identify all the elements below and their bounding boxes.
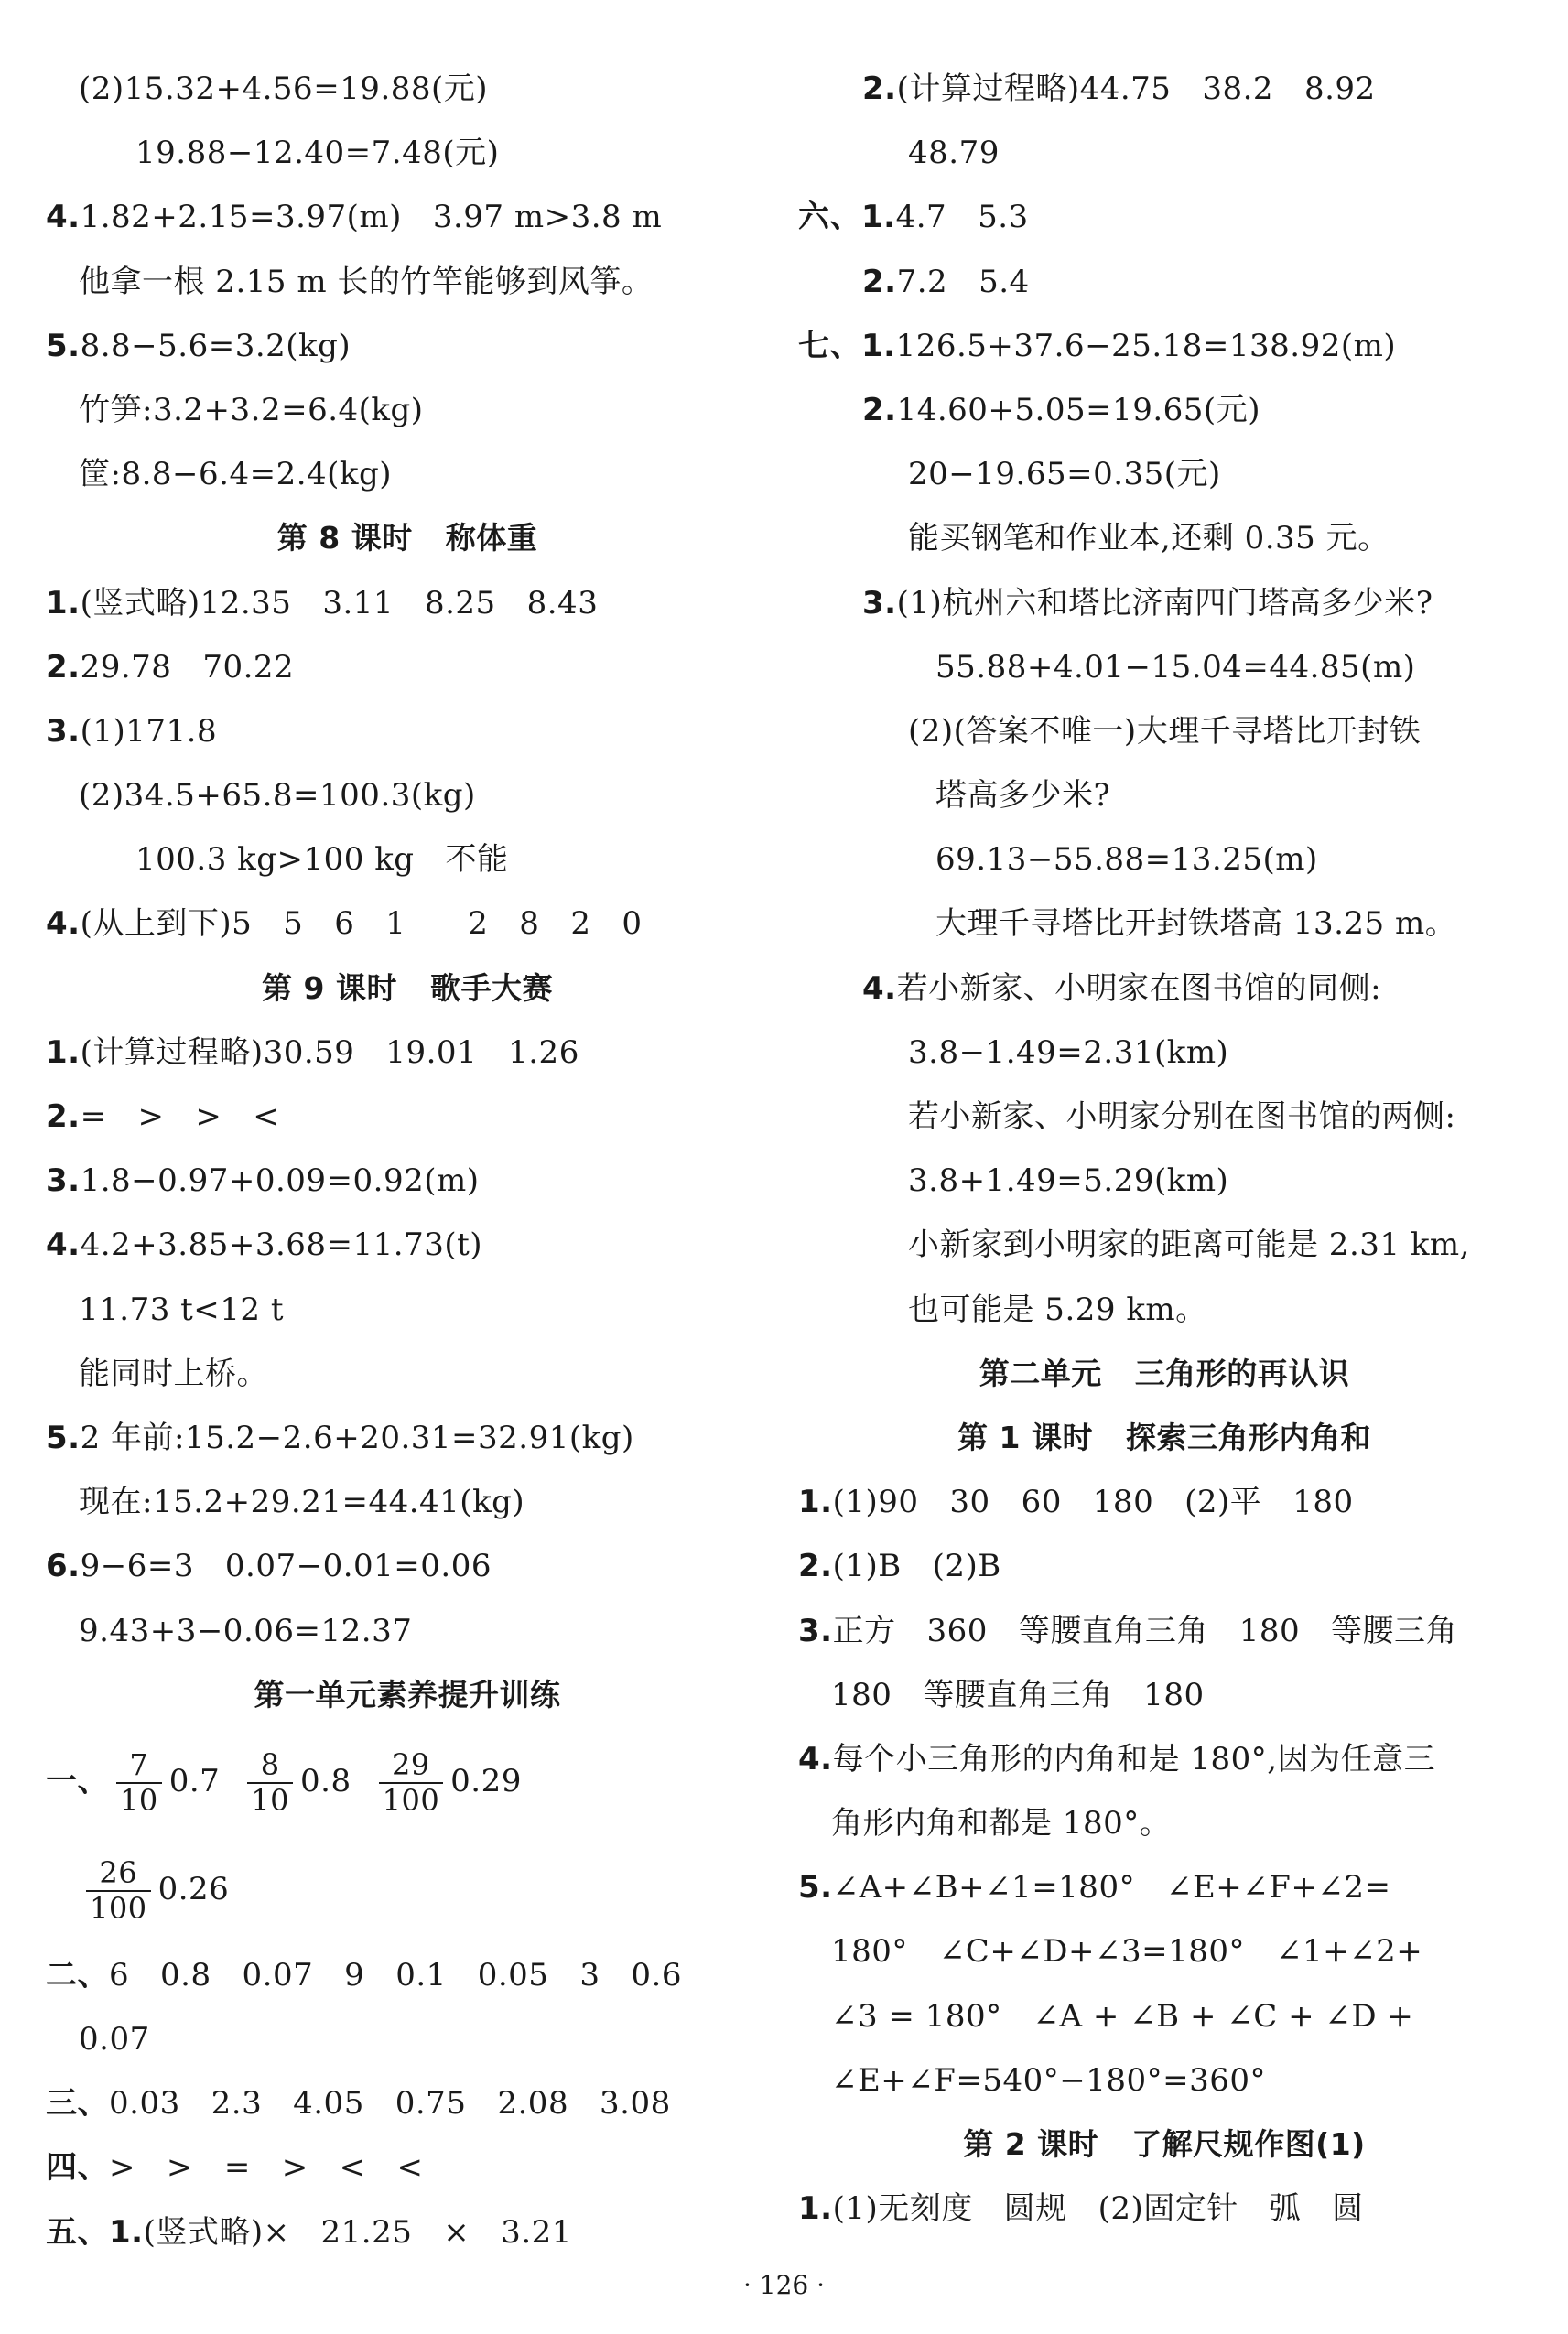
answer-line: 3.8+1.49=5.29(km): [908, 1162, 1229, 1200]
answer-line: 六、1.4.7 5.3: [798, 199, 1029, 236]
answer-line: ∠3 = 180° ∠A + ∠B + ∠C + ∠D +: [831, 1997, 1414, 2035]
answer-line: 3.(1)171.8: [46, 712, 218, 750]
answer-line: 筐:8.8−6.4=2.4(kg): [79, 456, 393, 493]
question-number: 5.: [46, 327, 81, 364]
unit-heading: 第二单元 三角形的再认识: [979, 1355, 1350, 1391]
fraction-answer-line: $\frac{26}{100}$ 0.26: [46, 1835, 769, 1943]
answer-line: 1.(1)90 30 60 180 (2)平 180: [798, 1484, 1354, 1521]
question-number: 1.: [798, 2190, 833, 2228]
answer-line: 100.3 kg>100 kg 不能: [135, 841, 509, 879]
question-number: 2.: [862, 263, 897, 300]
answer-line: 19.88−12.40=7.48(元): [135, 135, 500, 172]
answer-line: 3.1.8−0.97+0.09=0.92(m): [46, 1162, 480, 1200]
question-number: 4.: [46, 199, 81, 236]
answer-line: (2)(答案不唯一)大理千寻塔比开封铁: [908, 712, 1422, 750]
answer-line: 4.(从上到下)5 5 6 1 2 8 2 0: [46, 905, 643, 943]
section-number: 七、1.: [798, 327, 896, 364]
question-number: 5.: [46, 1419, 81, 1456]
answer-line: 180 等腰直角三角 180: [831, 1676, 1205, 1713]
answer-line: 3.正方 360 等腰直角三角 180 等腰三角: [798, 1612, 1458, 1649]
answer-line: 6.9−6=3 0.07−0.01=0.06: [46, 1548, 492, 1585]
answer-line: 5.8.8−5.6=3.2(kg): [46, 327, 351, 364]
answer-line: 2.29.78 70.22: [46, 648, 295, 686]
answer-line: 若小新家、小明家分别在图书馆的两侧:: [908, 1098, 1456, 1135]
answer-line: 能同时上桥。: [79, 1355, 268, 1392]
section-heading: 第一单元素养提升训练: [254, 1676, 561, 1713]
question-number: 2.: [862, 70, 897, 107]
answer-line: 塔高多少米?: [935, 777, 1111, 815]
fraction-answer-line: 一、 $\frac{7}{10}$ 0.7 $\frac{8}{10}$ 0.8 $\frac{29}{100}$ 0.29: [46, 1747, 522, 1818]
answer-line: 4.1.82+2.15=3.97(m) 3.97 m>3.8 m: [46, 199, 663, 236]
answer-line: 七、1.126.5+37.6−25.18=138.92(m): [798, 327, 1397, 364]
answer-line: 5.∠A+∠B+∠1=180° ∠E+∠F+∠2=: [798, 1869, 1391, 1907]
answer-line: 2.= > > <: [46, 1098, 280, 1135]
answer-line: 能买钢笔和作业本,还剩 0.35 元。: [908, 520, 1390, 557]
answer-line: ∠E+∠F=540°−180°=360°: [831, 2061, 1267, 2099]
page-number: · 126 ·: [742, 2270, 826, 2300]
answer-line: 五、1.(竖式略)× 21.25 × 3.21: [46, 2213, 572, 2251]
answer-line: 69.13−55.88=13.25(m): [935, 841, 1318, 879]
answer-line: 4.每个小三角形的内角和是 180°,因为任意三: [798, 1740, 1436, 1778]
answer-line: 他拿一根 2.15 m 长的竹竿能够到风筝。: [79, 263, 654, 300]
answer-line: 二、6 0.8 0.07 9 0.1 0.05 3 0.6: [46, 1956, 682, 1994]
answer-line: 竹笋:3.2+3.2=6.4(kg): [79, 391, 424, 428]
question-number: 5.: [798, 1869, 833, 1907]
question-number: 4.: [798, 1740, 833, 1778]
question-number: 4.: [46, 905, 81, 943]
fraction: $\frac{29}{100}$: [379, 1748, 444, 1818]
section-number: 五、1.: [46, 2213, 144, 2251]
fraction: $\frac{7}{10}$: [116, 1748, 162, 1818]
left-column: [46, 57, 769, 2264]
question-number: 2.: [862, 391, 897, 428]
answer-line: 9.43+3−0.06=12.37: [79, 1612, 413, 1649]
answer-line: 0.07: [79, 2021, 150, 2058]
answer-line: 4.若小新家、小明家在图书馆的同侧:: [862, 969, 1382, 1007]
answer-line: 也可能是 5.29 km。: [908, 1291, 1207, 1328]
answer-line: (2)15.32+4.56=19.88(元): [79, 70, 489, 107]
answer-line: 小新家到小明家的距离可能是 2.31 km,: [908, 1226, 1470, 1264]
section-heading: 第 2 课时 了解尺规作图(1): [963, 2126, 1366, 2162]
question-number: 2.: [46, 648, 81, 686]
answer-line: 5.2 年前:15.2−2.6+20.31=32.91(kg): [46, 1419, 634, 1456]
question-number: 1.: [798, 1484, 833, 1521]
section-number: 六、1.: [798, 199, 896, 236]
answer-line: 三、0.03 2.3 4.05 0.75 2.08 3.08: [46, 2085, 671, 2123]
answer-line: (2)34.5+65.8=100.3(kg): [79, 777, 476, 815]
question-number: 2.: [798, 1548, 833, 1585]
answer-line: 2.(计算过程略)44.75 38.2 8.92: [862, 70, 1376, 107]
question-number: 1.: [46, 584, 81, 621]
answer-line: 大理千寻塔比开封铁塔高 13.25 m。: [935, 905, 1457, 943]
question-number: 2.: [46, 1098, 81, 1135]
fraction: $\frac{8}{10}$: [247, 1748, 293, 1818]
section-number: 四、: [46, 2149, 109, 2187]
answer-line: 1.(计算过程略)30.59 19.01 1.26: [46, 1033, 579, 1071]
answer-line: 1.(1)无刻度 圆规 (2)固定针 弧 圆: [798, 2190, 1364, 2228]
answer-line: 3.8−1.49=2.31(km): [908, 1033, 1229, 1071]
answer-line: 48.79: [908, 135, 1000, 172]
fraction: $\frac{26}{100}$: [86, 1856, 151, 1926]
answer-line: 现在:15.2+29.21=44.41(kg): [79, 1484, 525, 1521]
question-number: 3.: [46, 1162, 81, 1200]
question-number: 3.: [46, 712, 81, 750]
section-heading: 第 9 课时 歌手大赛: [262, 969, 553, 1006]
question-number: 4.: [46, 1226, 81, 1264]
answer-line: 20−19.65=0.35(元): [908, 456, 1221, 493]
question-number: 1.: [46, 1033, 81, 1071]
answer-line: 角形内角和都是 180°。: [831, 1805, 1172, 1842]
section-number: 三、: [46, 2085, 109, 2123]
answer-line: 2.7.2 5.4: [862, 263, 1030, 300]
right-column: [798, 57, 1530, 2241]
answer-line: 2.(1)B (2)B: [798, 1548, 1001, 1585]
question-number: 6.: [46, 1548, 81, 1585]
section-number: 一、: [46, 1762, 109, 1799]
answer-line: 11.73 t<12 t: [79, 1291, 285, 1328]
question-number: 4.: [862, 969, 897, 1007]
answer-line: 55.88+4.01−15.04=44.85(m): [935, 648, 1416, 686]
answer-line: 4.4.2+3.85+3.68=11.73(t): [46, 1226, 483, 1264]
section-heading: 第 8 课时 称体重: [276, 520, 538, 556]
section-number: 二、: [46, 1956, 109, 1994]
answer-line: 3.(1)杭州六和塔比济南四门塔高多少米?: [862, 584, 1433, 621]
question-number: 3.: [862, 584, 897, 621]
answer-line: 180° ∠C+∠D+∠3=180° ∠1+∠2+: [831, 1933, 1423, 1971]
answer-line: 四、> > = > < <: [46, 2149, 424, 2187]
answer-line: 2.14.60+5.05=19.65(元): [862, 391, 1260, 428]
section-heading: 第 1 课时 探索三角形内角和: [957, 1419, 1371, 1455]
answer-line: 1.(竖式略)12.35 3.11 8.25 8.43: [46, 584, 599, 621]
question-number: 3.: [798, 1612, 833, 1649]
